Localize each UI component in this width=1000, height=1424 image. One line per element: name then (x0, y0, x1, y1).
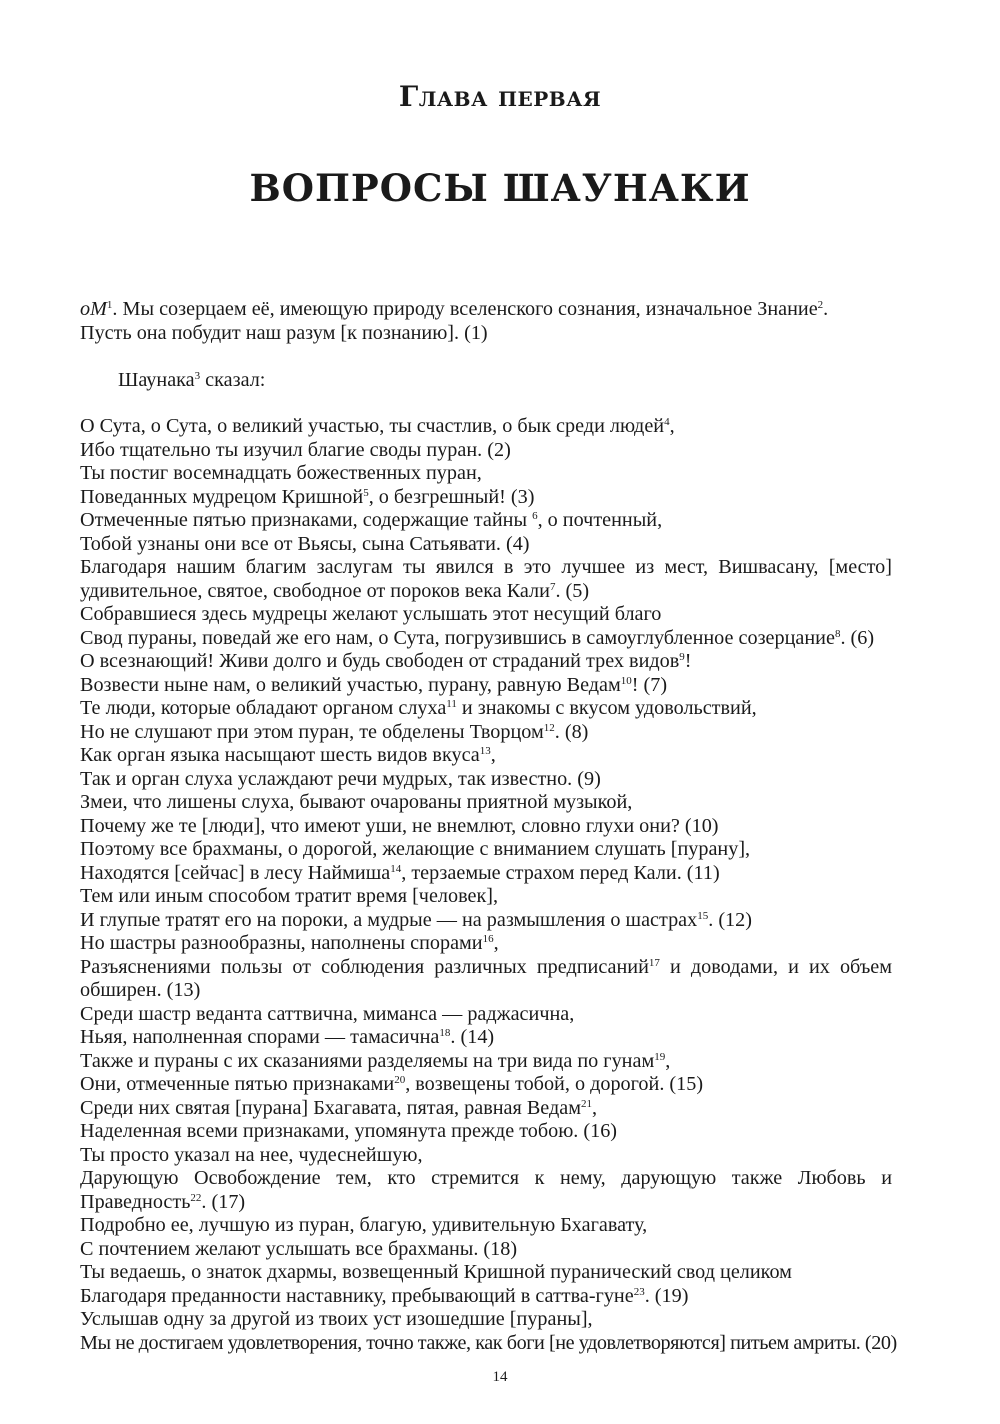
text-line: Находятся [сейчас] в лесу Наймиша$^{14}$, терзаемые страхом перед Кали. (11) (80, 861, 720, 884)
page-number: 14 (492, 1369, 508, 1385)
speaker-line: Шаунака$^3$ сказал: (118, 369, 266, 391)
text-line: И глупые тратят его на пороки, а мудрые — на размышления о шастрах$^{15}$. (12) (80, 908, 752, 931)
text-line: О всезнающий! Живи долго и будь свободен от страданий трех видов$^9$! (80, 650, 692, 672)
text-line: Они, отмеченные пятью признаками$^{20}$, возвещены тобой, о дорогой. (15) (80, 1073, 704, 1095)
footnote-ref: 17 (648, 956, 660, 969)
text-line: Праведность$^{22}$. (17) (80, 1190, 246, 1213)
text-line: Также и пураны с их сказаниями разделяемы на три вида по гунам$^{19}$, (80, 1049, 671, 1072)
text-line: Ты просто указал на нее, чудеснейшую, (80, 1143, 423, 1166)
footnote-ref: 14 (390, 862, 402, 875)
text-line: Ибо тщательно ты изучил благие своды пуран. (2) (80, 438, 511, 461)
text-line: Ньяя, наполненная спорами — тамасична$^{18}$. (14) (80, 1026, 495, 1048)
text-line: С почтением желают услышать все брахманы. (18) (80, 1237, 518, 1260)
footnote-ref: 6 (532, 510, 538, 522)
footnote-ref: 3 (194, 370, 201, 382)
text-line: О Сута, о Сута, о великий участью, ты счастлив, о бык среди людей$^4$, (80, 415, 675, 437)
text-line: $оМ^1$. Мы созерцаем её, имеющую природу вселенского сознания, изначальное Знание$^2$. (80, 298, 829, 320)
text-line: Так и орган слуха услаждают речи мудрых, так известно. (9) (80, 767, 601, 790)
footnote-ref: 7 (549, 580, 556, 593)
text-line: обширен. (13) (80, 979, 201, 1001)
text-line: Благодаря нашим благим заслугам ты явился в это лучшее из мест, Вишвасану, [место] (80, 556, 892, 578)
text-line: Среди шастр веданта саттвична, миманса — раджасична, (80, 1002, 575, 1025)
text-line: Тобой узнаны они все от Вьясы, сына Сатьявати. (4) (80, 532, 530, 555)
text-line: Отмеченные пятью признаками, содержащие тайны $^6$, о почтенный, (80, 509, 663, 531)
chapter-title: ВОПРОСЫ ШАУНАКИ (249, 166, 751, 210)
footnote-ref: 22 (190, 1191, 202, 1204)
text-line: Но не слушают при этом пуран, те обделены Творцом$^{12}$. (8) (80, 720, 589, 743)
text-line: Разъяснениями пользы от соблюдения различных предписаний$^{17}$ и доводами, и их объем (80, 955, 892, 978)
footnote-ref: 13 (479, 745, 491, 757)
text-line: Свод пураны, поведай же его нам, о Сута, погрузившись в самоуглубленное созерцание$^8$. (6) (80, 626, 875, 649)
text-line: Наделенная всеми признаками, упомянута прежде тобою. (16) (80, 1120, 618, 1142)
text-line: Возвести ныне нам, о великий участью, пурану, равную Ведам$^{10}$! (7) (80, 673, 668, 696)
footnote-ref: 18 (439, 1027, 451, 1039)
footnote-ref: 9 (679, 651, 685, 663)
footnote-ref: 19 (654, 1050, 666, 1063)
text-line: Как орган языка насыщают шесть видов вкуса$^{13}$, (80, 744, 496, 766)
text-line: Те люди, которые обладают органом слуха$^{11}$ и знакомы с вкусом удовольствий, (80, 697, 757, 719)
text-line: Поэтому все брахманы, о дорогой, желающие с вниманием слушать [пурану], (80, 838, 751, 860)
footnote-ref: 15 (697, 909, 709, 922)
footnote-ref: 1 (106, 299, 113, 311)
text-line: Собравшиеся здесь мудрецы желают услышать этот несущий благо (80, 603, 662, 625)
footnote-ref: 23 (633, 1285, 645, 1298)
footnote-ref: 11 (446, 698, 457, 710)
footnote-ref: 12 (543, 721, 555, 734)
footnote-ref: 20 (394, 1074, 406, 1086)
text-line: Среди них святая [пурана] Бхагавата, пятая, равная Ведам$^{21}$, (80, 1096, 598, 1119)
footnote-ref: 16 (482, 933, 494, 945)
footnote-ref: 21 (581, 1097, 592, 1110)
text-line: Поведанных мудрецом Кришной$^5$, о безгрешный! (3) (80, 485, 535, 508)
invocation (80, 298, 892, 345)
footnote-ref: 2 (817, 299, 824, 311)
text-line: Тем или иным способом тратит время [человек], (80, 885, 499, 907)
text-line: Подробно ее, лучшую из пуран, благую, удивительную Бхагавату, (80, 1214, 648, 1236)
text-line: Услышав одну за другой из твоих уст изошедшие [пураны], (80, 1308, 593, 1330)
footnote-ref: 4 (664, 416, 670, 428)
chapter-heading: Глава первая (398, 80, 602, 113)
text-line: Ты ведаешь, о знаток дхармы, возвещенный Кришной пуранический свод целиком (80, 1261, 792, 1283)
text-line: Дарующую Освобождение тем, кто стремится к нему, дарующую также Любовь и (80, 1167, 892, 1189)
footnote-ref: 5 (363, 486, 369, 499)
footnote-ref: 10 (620, 674, 632, 687)
text-line: Почему же те [люди], что имеют уши, не внемлют, словно глухи они? (10) (80, 814, 719, 837)
text-line: удивительное, святое, свободное от пороков века Кали$^7$. (5) (80, 579, 590, 602)
text-line: Змеи, что лишены слуха, бывают очарованы приятной музыкой, (80, 791, 633, 813)
text-line: Но шастры разнообразны, наполнены спорами$^{16}$, (80, 932, 499, 954)
verse-block (80, 415, 897, 1355)
text-line: Пусть она побудит наш разум [к познанию]. (1) (80, 321, 488, 344)
text-line: Благодаря преданности наставнику, пребывающий в саттва-гуне$^{23}$. (19) (80, 1284, 689, 1307)
text-line: Ты постиг восемнадцать божественных пуран, (80, 462, 482, 484)
text-line: Мы не достигаем удовлетворения, точно также, как боги [не удовлетворяются] питьем амриты. (20) (80, 1331, 897, 1354)
footnote-ref: 8 (834, 627, 841, 640)
